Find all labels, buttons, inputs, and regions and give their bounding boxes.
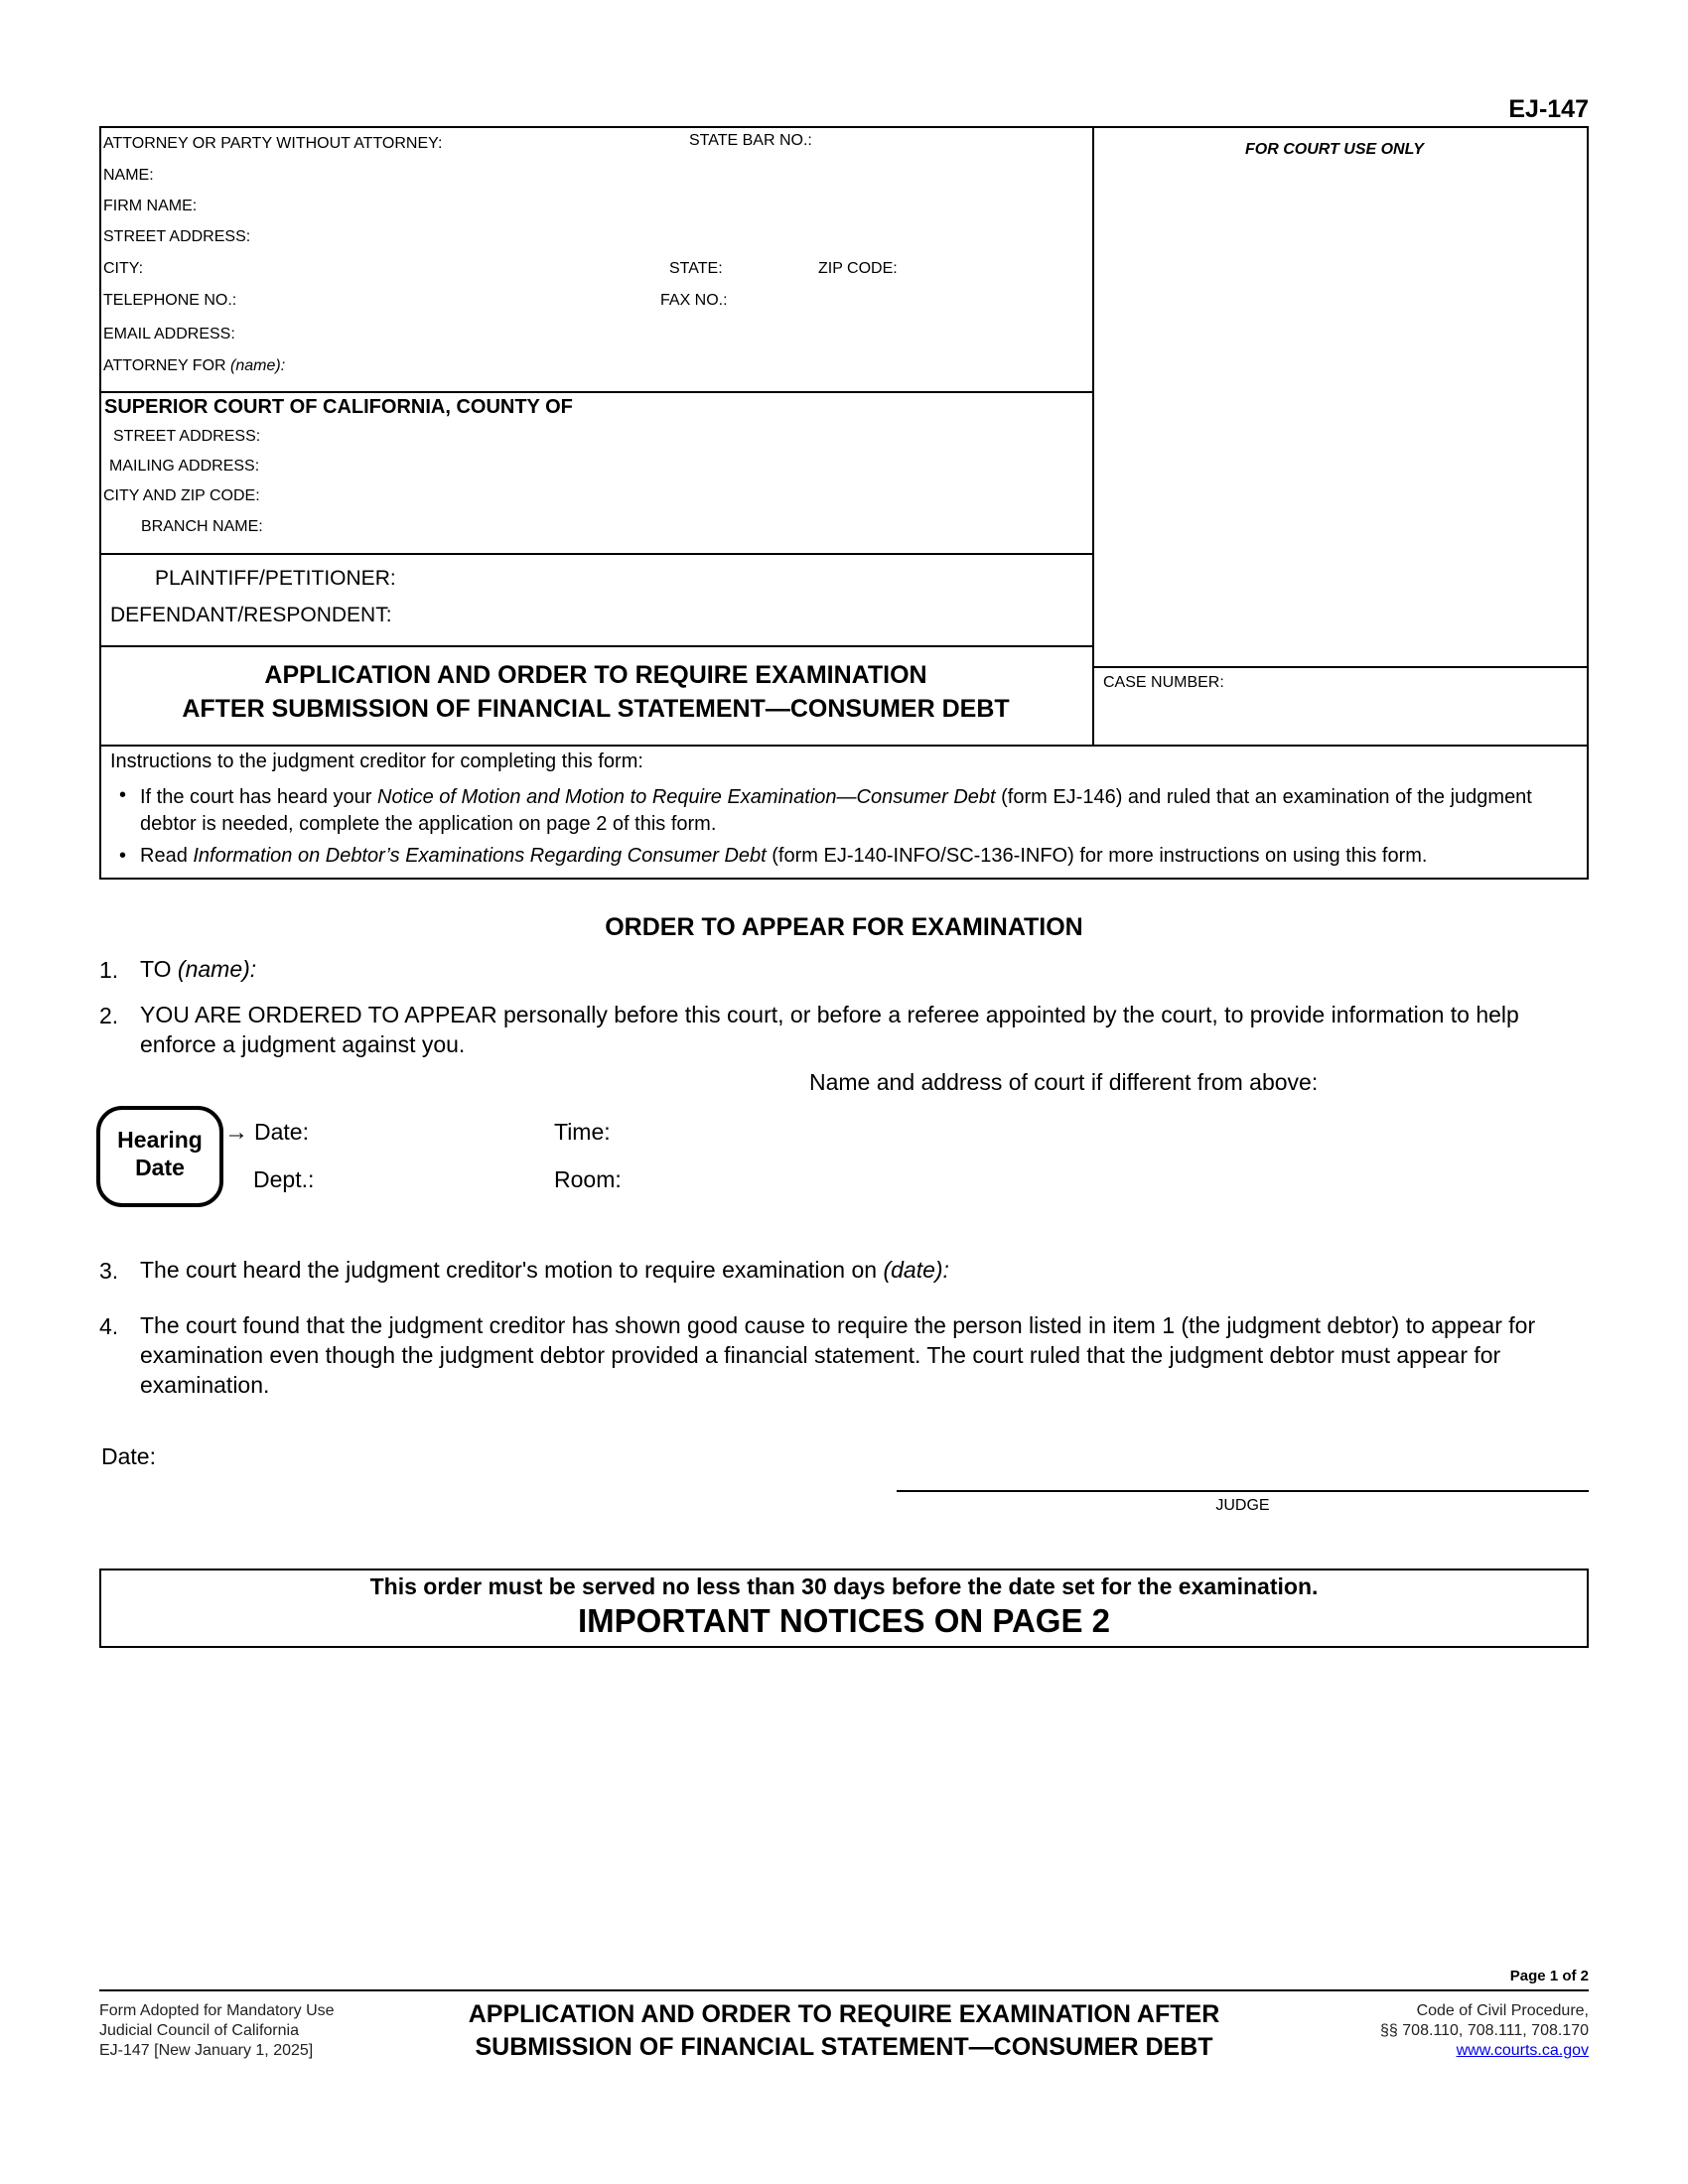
footer-left	[99, 2001, 335, 2061]
caption-divider	[1092, 126, 1094, 747]
hearing-badge-line1: Hearing	[117, 1127, 203, 1153]
court-mailing-label: MAILING ADDRESS:	[109, 458, 260, 475]
form-title-line2: AFTER SUBMISSION OF FINANCIAL STATEMENT—CONSUMER DEBT	[182, 695, 1010, 723]
item3-hint: (date):	[883, 1257, 949, 1283]
judge-label: JUDGE	[1215, 1497, 1270, 1514]
hearing-badge-line2: Date	[135, 1155, 185, 1180]
b1-italic: Notice of Motion and Motion to Require Examination—Consumer Debt	[377, 786, 996, 808]
name-label: NAME:	[103, 167, 154, 184]
b1-pre: If the court has heard your	[140, 786, 378, 808]
state-label: STATE:	[669, 260, 723, 277]
item2-text: YOU ARE ORDERED TO APPEAR personally before this court, or before a referee appointed by the court, to provide information to help enforce a judgment against you.	[140, 1002, 1519, 1057]
item3-number: 3.	[99, 1258, 119, 1284]
order-heading: ORDER TO APPEAR FOR EXAMINATION	[605, 913, 1083, 941]
footer-left-1: Form Adopted for Mandatory Use	[99, 2002, 335, 2019]
telephone-label: TELEPHONE NO.:	[103, 292, 237, 309]
arrow-icon: →	[224, 1119, 248, 1146]
form-title-line1: APPLICATION AND ORDER TO REQUIRE EXAMINATION	[264, 661, 927, 689]
hearing-date-label: Date:	[254, 1119, 309, 1145]
divider-court	[99, 553, 1092, 555]
b2-italic: Information on Debtor’s Examinations Regarding Consumer Debt	[193, 845, 767, 867]
b2-pre: Read	[140, 845, 194, 867]
item4-number: 4.	[99, 1313, 119, 1339]
court-title: SUPERIOR COURT OF CALIFORNIA, COUNTY OF	[104, 396, 573, 418]
firm-label: FIRM NAME:	[103, 198, 198, 214]
court-city-zip-label: CITY AND ZIP CODE:	[103, 487, 260, 504]
judge-signature-line	[897, 1490, 1589, 1492]
instruction-bullet-1	[140, 784, 1570, 838]
page-number: Page 1 of 2	[1509, 1968, 1589, 1984]
email-label: EMAIL ADDRESS:	[103, 326, 235, 342]
zip-label: ZIP CODE:	[818, 260, 898, 277]
item4-text: The court found that the judgment creditor has shown good cause to require the person listed in item 1 (the judgment debtor) to appear for examination even though the judgment debtor provided a financial statement. The court ruled that the judgment debtor must appear for examination.	[140, 1312, 1536, 1398]
hearing-time-label: Time:	[554, 1119, 611, 1145]
case-number-label: CASE NUMBER:	[1103, 674, 1224, 691]
notice-line1: This order must be served no less than 30 days before the date set for the examination.	[369, 1573, 1319, 1599]
b1-post: (form EJ-146) and ruled that an examination of the judgment debtor is needed, complete the application on page 2 of this form.	[140, 786, 1532, 835]
footer-title-1: APPLICATION AND ORDER TO REQUIRE EXAMINATION AFTER	[468, 2000, 1220, 2028]
footer-left-2: Judicial Council of California	[99, 2022, 299, 2039]
b2-post: (form EJ-140-INFO/SC-136-INFO) for more instructions on using this form.	[766, 845, 1428, 867]
footer-right-1: Code of Civil Procedure,	[1416, 2002, 1589, 2019]
item1-to: TO	[140, 956, 172, 982]
divider-attorney	[99, 391, 1092, 393]
footer-title	[377, 1998, 1311, 2064]
signature-date-label: Date:	[101, 1443, 156, 1469]
item1-text	[140, 954, 256, 984]
courts-website-link[interactable]: www.courts.ca.gov	[1456, 2042, 1589, 2059]
item2-number: 2.	[99, 1003, 119, 1028]
footer-left-3: EJ-147 [New January 1, 2025]	[99, 2042, 314, 2059]
court-use-label: FOR COURT USE ONLY	[1245, 141, 1424, 158]
divider-parties	[99, 645, 1092, 647]
attorney-for-label	[103, 357, 285, 375]
instructions-intro: Instructions to the judgment creditor for completing this form:	[110, 751, 643, 772]
court-address-label: Name and address of court if different from above:	[809, 1069, 1319, 1095]
hearing-date-badge	[96, 1106, 223, 1207]
hearing-room-label: Room:	[554, 1166, 622, 1192]
item1-number: 1.	[99, 957, 119, 983]
hearing-dept-label: Dept.:	[253, 1166, 315, 1192]
attorney-for-hint: (name):	[230, 357, 286, 374]
defendant-label: DEFENDANT/RESPONDENT:	[110, 604, 392, 626]
footer-rule	[99, 1989, 1589, 1991]
footer-title-2: SUBMISSION OF FINANCIAL STATEMENT—CONSUMER DEBT	[475, 2033, 1213, 2061]
footer-right-2: §§ 708.110, 708.111, 708.170	[1380, 2022, 1589, 2039]
item1-hint: (name):	[177, 956, 257, 982]
court-street-label: STREET ADDRESS:	[113, 428, 261, 445]
footer-right	[1380, 2001, 1589, 2061]
court-branch-label: BRANCH NAME:	[141, 518, 263, 535]
caption-box	[99, 126, 1589, 747]
item3-body: The court heard the judgment creditor's motion to require examination on	[140, 1257, 878, 1283]
fax-label: FAX NO.:	[660, 292, 728, 309]
state-bar-label: STATE BAR NO.:	[689, 132, 812, 149]
bullet-dot-1: •	[119, 784, 127, 806]
notice-line2: IMPORTANT NOTICES ON PAGE 2	[578, 1602, 1110, 1639]
instruction-bullet-2	[140, 845, 1580, 868]
divider-case	[1092, 666, 1589, 668]
form-number: EJ-147	[1508, 95, 1589, 123]
plaintiff-label: PLAINTIFF/PETITIONER:	[155, 567, 396, 590]
bullet-dot-2: •	[119, 845, 127, 867]
attorney-for-text: ATTORNEY FOR	[103, 357, 226, 374]
attorney-label: ATTORNEY OR PARTY WITHOUT ATTORNEY:	[103, 135, 443, 152]
item3-text	[140, 1255, 949, 1285]
street-label: STREET ADDRESS:	[103, 228, 251, 245]
city-label: CITY:	[103, 260, 144, 277]
